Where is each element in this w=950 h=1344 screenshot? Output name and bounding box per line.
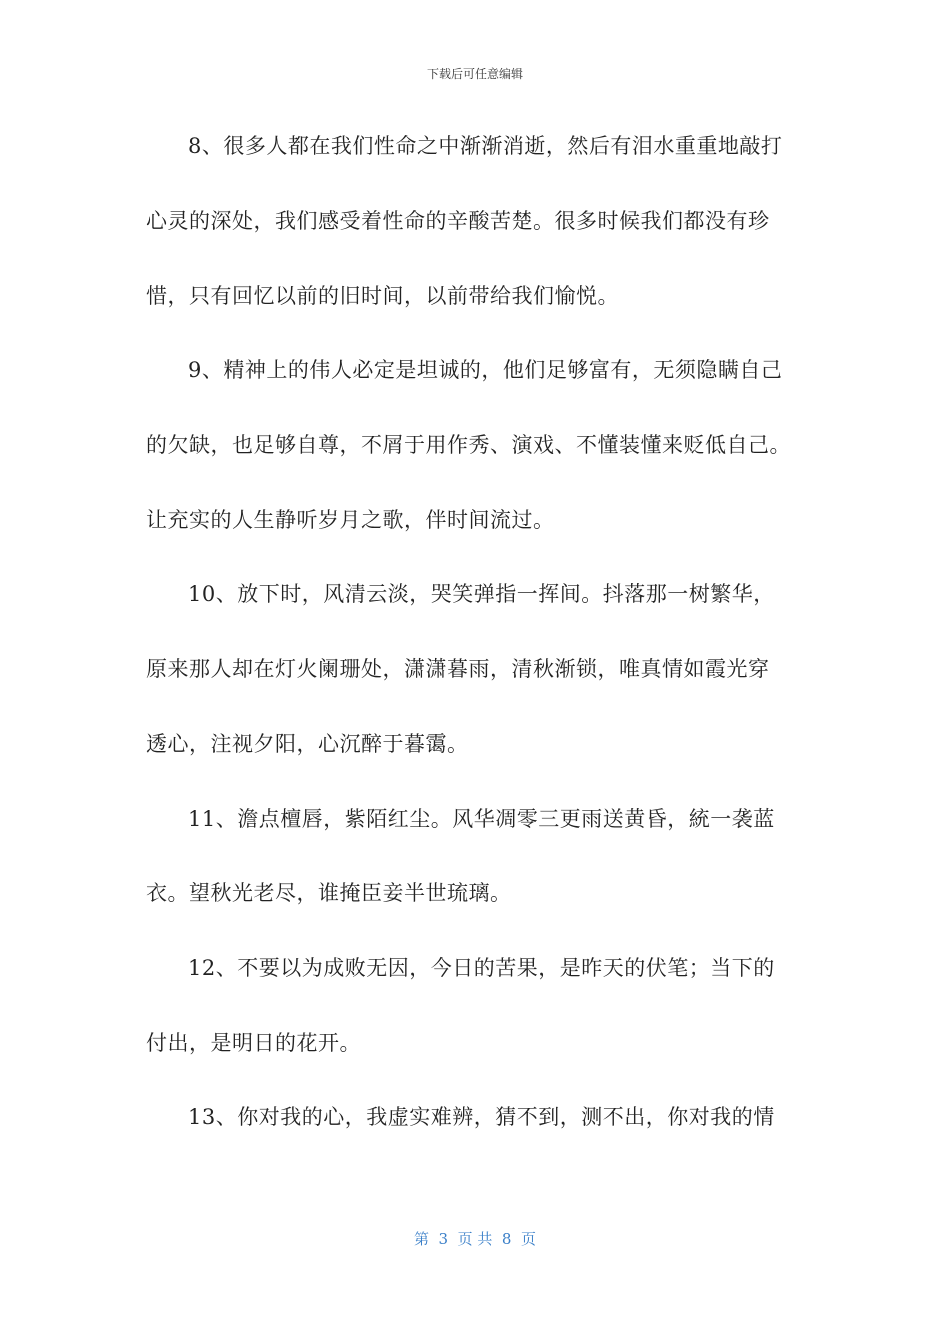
- paragraph-12-line-1: 12、不要以为成败无因，今日的苦果，是昨天的伏笔；当下的: [188, 956, 775, 980]
- paragraph-10-line-2: 原来那人却在灯火阑珊处，潇潇暮雨，清秋渐锁，唯真情如霞光穿: [146, 657, 770, 681]
- paragraph-10-line-1: 10、放下时，风清云淡，哭笑弹指一挥间。抖落那一树繁华，: [188, 582, 775, 606]
- paragraph-9-line-1: 9、精神上的伟人必定是坦诚的，他们足够富有，无须隐瞒自己: [188, 358, 783, 382]
- paragraph-9-line-2: 的欠缺，也足够自尊，不屑于用作秀、演戏、不懂装懂来贬低自己。: [146, 433, 791, 457]
- paragraph-8-line-2: 心灵的深处，我们感受着性命的辛酸苦楚。很多时候我们都没有珍: [146, 209, 770, 233]
- paragraph-13-line-1: 13、你对我的心，我虚实难辨，猜不到，测不出，你对我的情: [188, 1105, 775, 1129]
- paragraph-10-line-3: 透心，注视夕阳，心沉醉于暮霭。: [146, 732, 469, 756]
- paragraph-9-line-3: 让充实的人生静听岁月之歌，伴时间流过。: [146, 508, 555, 532]
- paragraph-11-line-1: 11、澹点檀唇，紫陌红尘。风华凋零三更雨送黄昏，統一袭蓝: [188, 807, 775, 831]
- page-number-footer: 第 3 页 共 8 页: [414, 1230, 536, 1248]
- paragraph-11-line-2: 衣。望秋光老尽，谁掩臣妾半世琉璃。: [146, 881, 512, 905]
- paragraph-8-line-1: 8、很多人都在我们性命之中渐渐消逝，然后有泪水重重地敲打: [188, 134, 783, 158]
- paragraph-8-line-3: 惜，只有回忆以前的旧时间，以前带给我们愉悦。: [146, 284, 619, 308]
- paragraph-12-line-2: 付出，是明日的花开。: [146, 1031, 361, 1055]
- page-header: 下载后可任意编辑: [426, 67, 523, 81]
